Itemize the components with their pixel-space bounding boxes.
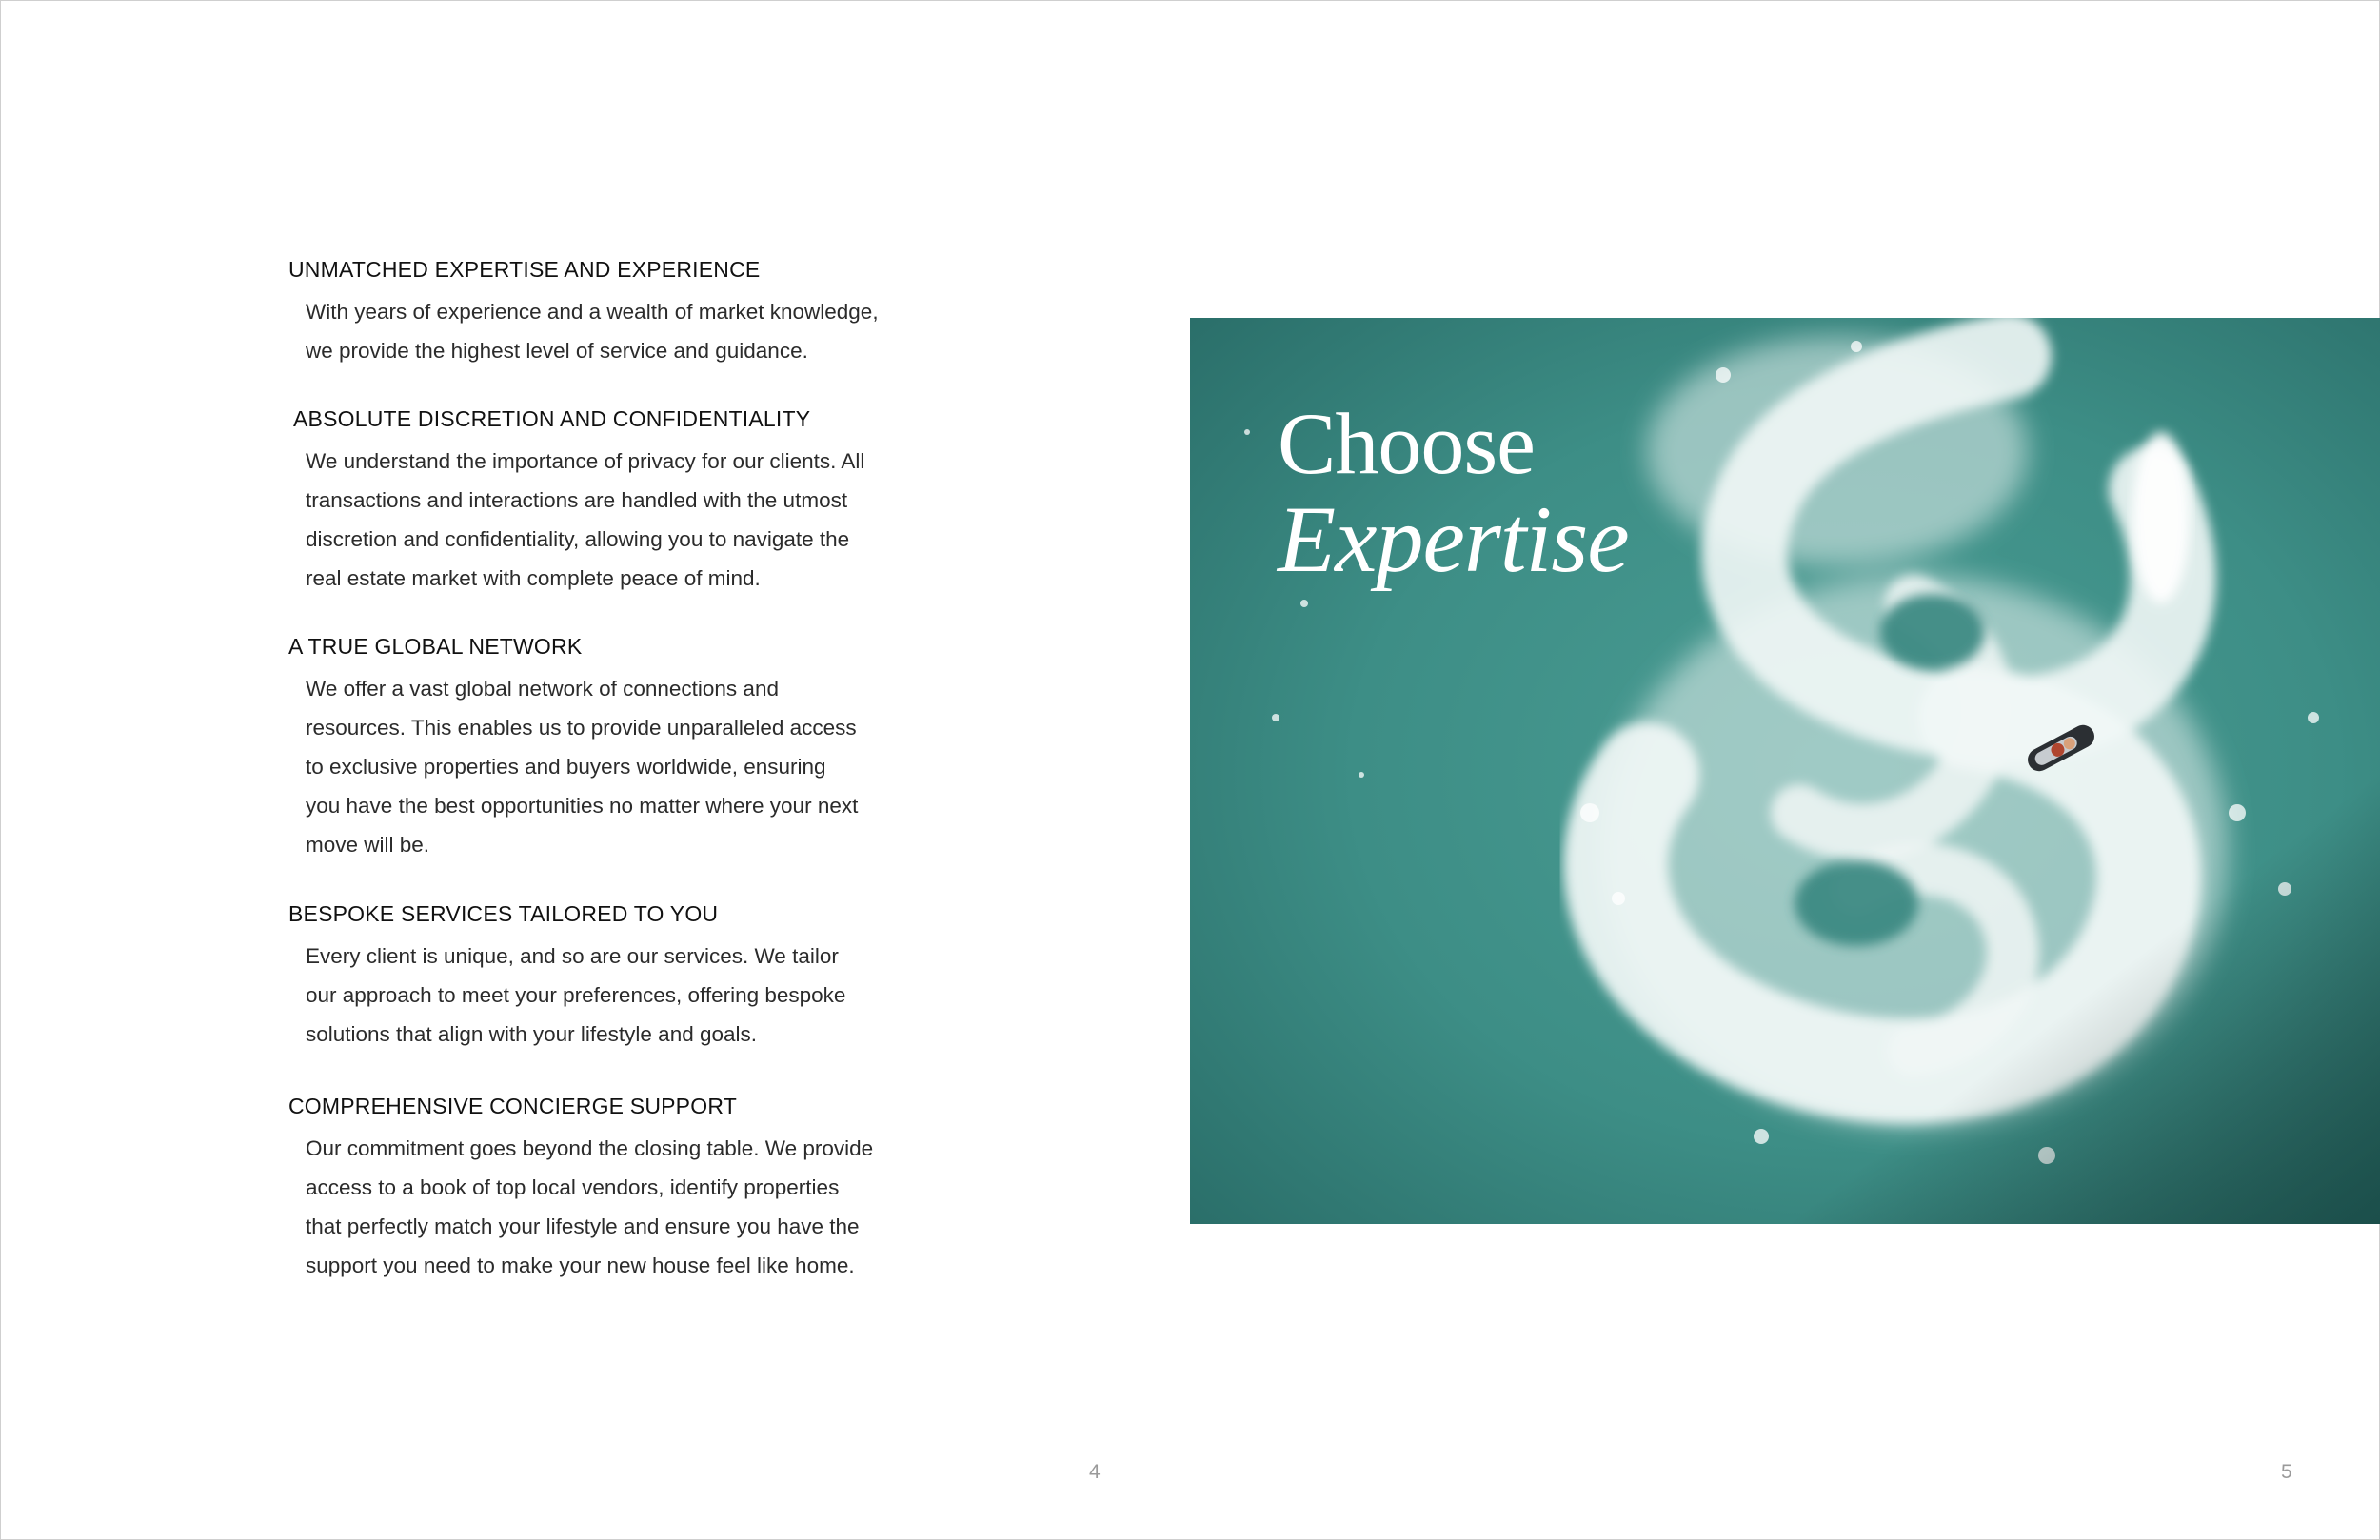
feature-description-line: access to a book of top local vendors, identify properties	[306, 1175, 840, 1199]
feature-description-line: real estate market with complete peace of mind.	[306, 566, 761, 590]
feature-heading: COMPREHENSIVE CONCIERGE SUPPORT	[288, 1094, 737, 1118]
feature-heading: A TRUE GLOBAL NETWORK	[288, 634, 583, 659]
feature-description-line: you have the best opportunities no matter where your next	[306, 794, 859, 818]
feature-description-line: our approach to meet your preferences, offering bespoke	[306, 983, 846, 1007]
feature-expertise	[288, 252, 936, 370]
feature-description-line: we provide the highest level of service and guidance.	[306, 339, 808, 363]
feature-description-line: discretion and confidentiality, allowing you to navigate the	[306, 527, 850, 551]
feature-description-line: Our commitment goes beyond the closing table. We provide	[306, 1136, 874, 1160]
feature-description-line: support you need to make your new house feel like home.	[306, 1254, 855, 1277]
feature-description-line: that perfectly match your lifestyle and ensure you have the	[306, 1214, 860, 1238]
hero-photo	[1190, 318, 2380, 1224]
feature-description-line: move will be.	[306, 833, 430, 857]
feature-description	[306, 442, 934, 598]
page-number-right: 5	[2281, 1461, 2292, 1483]
feature-global-network	[288, 629, 936, 864]
feature-description	[306, 937, 934, 1054]
feature-description-line: to exclusive properties and buyers worldwide, ensuring	[306, 755, 826, 779]
feature-description-line: Every client is unique, and so are our services. We tailor	[306, 944, 839, 968]
feature-heading: UNMATCHED EXPERTISE AND EXPERIENCE	[288, 257, 761, 282]
feature-description	[306, 292, 934, 370]
feature-description-line: resources. This enables us to provide unparalleled access	[306, 716, 857, 740]
feature-description-line: solutions that align with your lifestyle and goals.	[306, 1022, 758, 1046]
feature-discretion	[288, 402, 936, 598]
feature-heading: BESPOKE SERVICES TAILORED TO YOU	[288, 901, 719, 926]
hero-title	[1278, 395, 1629, 592]
feature-description-line: transactions and interactions are handled with the utmost	[306, 488, 848, 512]
hero-title-line-2: Expertise	[1278, 486, 1629, 592]
feature-description	[306, 669, 934, 864]
page-number-left: 4	[1089, 1461, 1101, 1483]
hero-title-line-1: Choose	[1278, 395, 1535, 492]
feature-description-line: With years of experience and a wealth of market knowledge,	[306, 300, 879, 324]
feature-heading: ABSOLUTE DISCRETION AND CONFIDENTIALITY	[293, 406, 811, 431]
feature-description-line: We understand the importance of privacy for our clients. All	[306, 449, 865, 473]
feature-description-line: We offer a vast global network of connections and	[306, 677, 779, 701]
feature-concierge	[288, 1089, 936, 1285]
feature-description	[306, 1129, 934, 1285]
feature-bespoke	[288, 897, 936, 1054]
